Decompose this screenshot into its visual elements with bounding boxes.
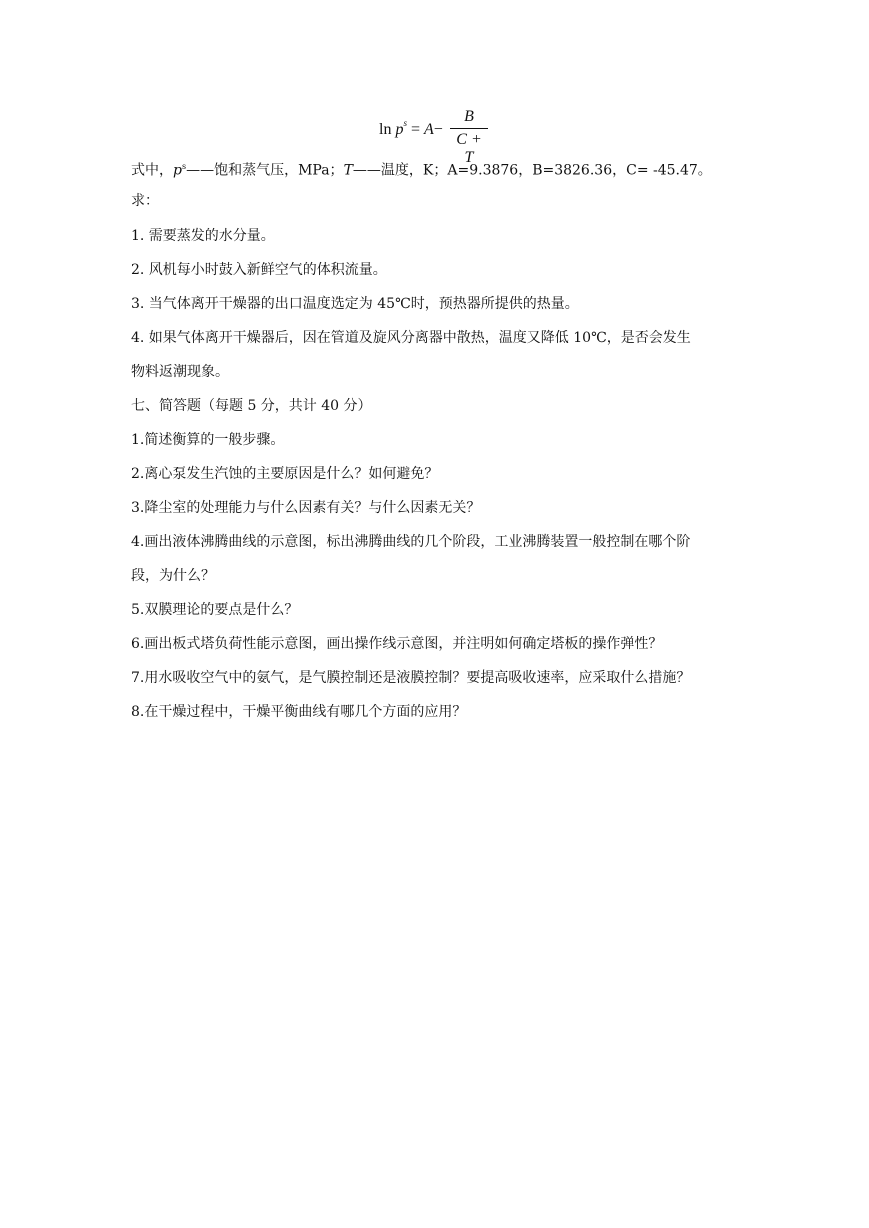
formula-equals: = [406,121,424,138]
definition-prefix: 式中， [131,162,173,179]
formula-minus: − [433,121,443,138]
formula-p: p [395,121,404,138]
fraction-bar [450,128,488,129]
formula-a: A [424,121,434,138]
short-answer-5: 5.双膜理论的要点是什么？ [131,602,299,618]
definition-p-superscript: s [181,162,187,171]
question-4-continued: 物料返潮现象。 [131,364,229,380]
question-4: 4. 如果气体离开干燥器后，因在管道及旋风分离器中散热，温度又降低 10℃，是否会发生 [131,330,691,346]
short-answer-4-continued: 段，为什么？ [131,568,215,584]
short-answer-6: 6.画出板式塔负荷性能示意图，画出操作线示意图，并注明如何确定塔板的操作弹性？ [131,636,663,652]
question-3: 3. 当气体离开干燥器的出口温度选定为 45℃时，预热器所提供的热量。 [131,296,579,312]
definition-t: T [343,162,353,179]
formula-p-superscript: s [403,118,407,128]
formula-denominator: C + T [456,131,482,166]
definition-t-desc: ——温度，K；A=9.3876，B=3826.36，C= -45.47。 [352,162,712,179]
short-answer-2: 2.离心泵发生汽蚀的主要原因是什么？如何避免？ [131,466,439,482]
short-answer-1: 1.简述衡算的一般步骤。 [131,432,285,448]
short-answer-4: 4.画出液体沸腾曲线的示意图，标出沸腾曲线的几个阶段，工业沸腾装置一般控制在哪个阶 [131,534,691,550]
definition-p-desc: ——饱和蒸气压，MPa； [186,162,344,179]
question-1: 1. 需要蒸发的水分量。 [131,228,275,244]
definition-p: p [173,162,182,179]
formula-numerator: B [464,108,474,125]
formula-definition [131,157,712,181]
formula-ln: ln [379,121,392,138]
short-answer-8: 8.在干燥过程中，干燥平衡曲线有哪几个方面的应用？ [131,704,467,720]
short-answer-3: 3.降尘室的处理能力与什么因素有关？与什么因素无关？ [131,500,481,516]
ask-label: 求： [131,193,159,209]
question-2: 2. 风机每小时鼓入新鲜空气的体积流量。 [131,262,387,278]
formula-left-side [379,118,443,139]
section-title: 七、简答题（每题 5 分，共计 40 分） [131,398,372,414]
short-answer-7: 7.用水吸收空气中的氨气，是气膜控制还是液膜控制？要提高吸收速率，应采取什么措施？ [131,670,691,686]
